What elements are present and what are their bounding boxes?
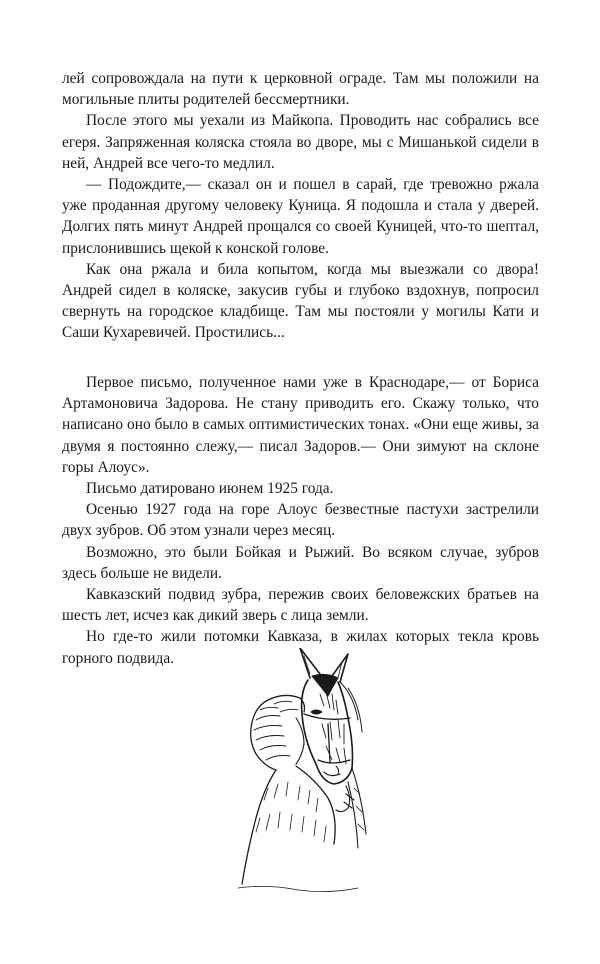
paragraph: — Подождите,— сказал он и пошел в сарай, где тревожно ржала уже проданная другому человеку Куница. Я подошла и стала у дверей. Долгих пять минут Андрей прощался со своей Куницей, что-то шептал, прислонившись щекой к конской голове. (62, 176, 539, 257)
text-section-1 (62, 68, 539, 344)
paragraph: Осенью 1927 года на горе Алоус безвестные пастухи застрелили двух зубров. Об этом узнали через месяц. (62, 501, 539, 540)
paragraph: Возможно, это были Бойкая и Рыжий. Во всяком случае, зубров здесь больше не видели. (62, 543, 539, 582)
horse-and-man-sketch-icon (208, 648, 398, 898)
paragraph: лей сопровождала на пути к церковной ограде. Там мы положили на могильные плиты родителей бессмертники. (62, 70, 539, 109)
paragraph: Письмо датировано июнем 1925 года. (86, 480, 334, 498)
paragraph: После этого мы уехали из Майкопа. Проводить нас собрались все егеря. Запряженная коляска стояла во дворе, мы с Мишанькой сидели в ней, Андрей все чего-то медлил. (62, 112, 539, 172)
paragraph: Как она ржала и била копытом, когда мы выезжали со двора! Андрей сидел в коляске, закусив губы и глубоко вздохнув, попросил свернуть на городское кладбище. Там мы постояли у могилы Кати и Саши Кухаревичей. Простились... (62, 260, 539, 342)
paragraph: Первое письмо, полученное нами уже в Краснодаре,— от Бориса Артамоновича Задорова. Не стану приводить его. Скажу только, что написано оно было в самых оптимистических тонах. «Они еще живы, за двумя я постоянно слежу,— писал Задоров.— Они зимуют на склоне горы Алоус». (62, 374, 539, 476)
paragraph: Но где-то жили потомки Кавказа, в жилах которых текла кровь горного подвида. (62, 628, 539, 667)
text-section-2 (62, 372, 539, 669)
paragraph: Кавказский подвид зубра, пережив своих беловежских братьев на шесть лет, исчез как дикий зверь с лица земли. (62, 586, 539, 625)
